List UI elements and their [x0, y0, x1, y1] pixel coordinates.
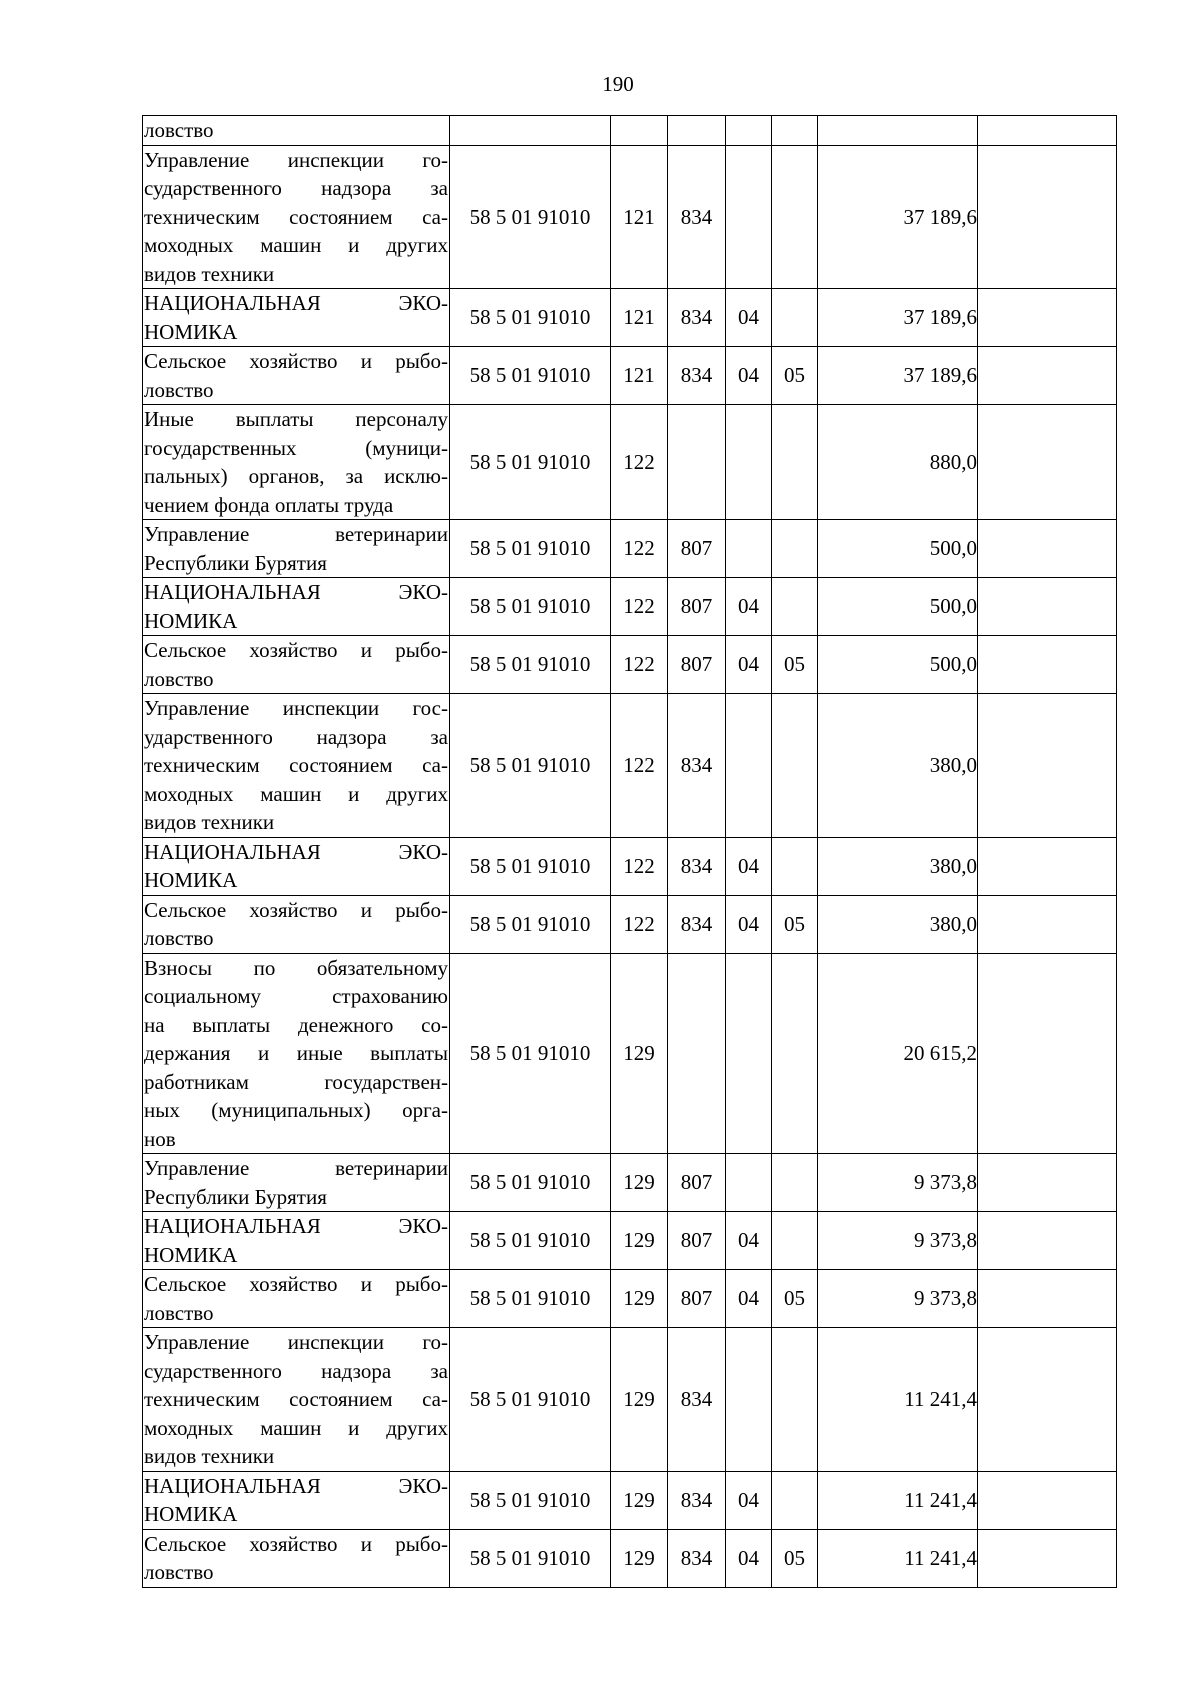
section-code-cell: 04 [726, 636, 772, 694]
expense-type-code-cell: 129 [611, 1471, 668, 1529]
row-name-line: НОМИКА [144, 868, 238, 892]
row-name-line: Республики Бурятия [144, 1184, 327, 1209]
subsection-code-cell [772, 694, 818, 838]
row-name-line: техническим состоянием са- [144, 1387, 448, 1411]
amount-cell: 37 189,6 [818, 145, 978, 289]
section-code-cell [726, 116, 772, 146]
subsection-code-cell: 05 [772, 347, 818, 405]
table-row [143, 145, 1117, 289]
empty-cell [978, 953, 1117, 1154]
amount-cell: 11 241,4 [818, 1328, 978, 1472]
row-name-line: сударственного надзора за [144, 1358, 448, 1383]
row-name-line: НОМИКА [144, 608, 238, 633]
row-name-line: держания и иные выплаты [144, 1041, 448, 1065]
table-row [143, 405, 1117, 520]
target-article-code-cell: 58 5 01 91010 [450, 145, 611, 289]
row-name-cell [143, 837, 450, 895]
amount-cell: 11 241,4 [818, 1471, 978, 1529]
expense-type-code-cell: 122 [611, 837, 668, 895]
row-name-line: НАЦИОНАЛЬНАЯ ЭКО- [144, 580, 448, 604]
subsection-code-cell [772, 1212, 818, 1270]
administrator-code-cell [668, 953, 726, 1154]
empty-cell [978, 636, 1117, 694]
expense-type-code-cell: 122 [611, 520, 668, 578]
empty-cell [978, 1529, 1117, 1587]
administrator-code-cell: 807 [668, 1154, 726, 1212]
row-name-line: НАЦИОНАЛЬНАЯ ЭКО- [144, 839, 448, 864]
row-name-line: Управление ветеринарии [144, 522, 448, 546]
subsection-code-cell [772, 837, 818, 895]
amount-cell: 880,0 [818, 405, 978, 520]
target-article-code-cell: 58 5 01 91010 [450, 347, 611, 405]
section-code-cell: 04 [726, 289, 772, 347]
amount-cell: 380,0 [818, 837, 978, 895]
table-row [143, 837, 1117, 895]
expense-type-code-cell: 122 [611, 694, 668, 838]
amount-cell: 37 189,6 [818, 347, 978, 405]
row-name-line: ных (муниципальных) орга- [144, 1098, 448, 1122]
row-name-cell [143, 116, 450, 146]
empty-cell [978, 347, 1117, 405]
row-name-line: НАЦИОНАЛЬНАЯ ЭКО- [144, 1473, 448, 1498]
target-article-code-cell: 58 5 01 91010 [450, 895, 611, 953]
table-row [143, 1328, 1117, 1472]
row-name-line: моходных машин и других [144, 1415, 448, 1440]
subsection-code-cell [772, 145, 818, 289]
section-code-cell: 04 [726, 1270, 772, 1328]
section-code-cell: 04 [726, 1529, 772, 1587]
empty-cell [978, 837, 1117, 895]
table-body [143, 116, 1117, 1588]
row-name-line: Сельское хозяйство и рыбо- [144, 638, 448, 662]
target-article-code-cell: 58 5 01 91010 [450, 1471, 611, 1529]
row-name-line: ловство [144, 1300, 214, 1325]
row-name-line: НОМИКА [144, 319, 238, 344]
target-article-code-cell: 58 5 01 91010 [450, 1328, 611, 1472]
expense-type-code-cell: 121 [611, 289, 668, 347]
row-name-line: Сельское хозяйство и рыбо- [144, 1272, 448, 1296]
empty-cell [978, 895, 1117, 953]
empty-cell [978, 1154, 1117, 1212]
section-code-cell: 04 [726, 347, 772, 405]
empty-cell [978, 405, 1117, 520]
table-row [143, 636, 1117, 694]
expense-type-code-cell: 122 [611, 895, 668, 953]
page-number: 190 [602, 72, 634, 96]
empty-cell [978, 116, 1117, 146]
subsection-code-cell [772, 1154, 818, 1212]
target-article-code-cell: 58 5 01 91010 [450, 694, 611, 838]
row-name-cell [143, 1529, 450, 1587]
administrator-code-cell: 807 [668, 578, 726, 636]
empty-cell [978, 578, 1117, 636]
empty-cell [978, 145, 1117, 289]
section-code-cell [726, 953, 772, 1154]
row-name-cell [143, 405, 450, 520]
amount-cell [818, 116, 978, 146]
section-code-cell: 04 [726, 1471, 772, 1529]
target-article-code-cell: 58 5 01 91010 [450, 636, 611, 694]
row-name-line: НАЦИОНАЛЬНАЯ ЭКО- [144, 291, 448, 315]
empty-cell [978, 1212, 1117, 1270]
target-article-code-cell: 58 5 01 91010 [450, 837, 611, 895]
row-name-cell [143, 1328, 450, 1472]
row-name-cell [143, 1154, 450, 1212]
row-name-cell [143, 1212, 450, 1270]
row-name-line: Взносы по обязательному [144, 955, 448, 980]
subsection-code-cell [772, 953, 818, 1154]
row-name-line: работникам государствен- [144, 1069, 448, 1094]
expense-type-code-cell: 122 [611, 578, 668, 636]
subsection-code-cell [772, 1471, 818, 1529]
subsection-code-cell [772, 116, 818, 146]
target-article-code-cell: 58 5 01 91010 [450, 1154, 611, 1212]
target-article-code-cell: 58 5 01 91010 [450, 953, 611, 1154]
row-name-line: Управление инспекции го- [144, 147, 448, 172]
table-row [143, 1471, 1117, 1529]
amount-cell: 9 373,8 [818, 1212, 978, 1270]
empty-cell [978, 1270, 1117, 1328]
section-code-cell: 04 [726, 895, 772, 953]
row-name-line: пальных) органов, за исклю- [144, 464, 448, 488]
amount-cell: 500,0 [818, 636, 978, 694]
target-article-code-cell: 58 5 01 91010 [450, 1212, 611, 1270]
empty-cell [978, 289, 1117, 347]
expense-type-code-cell: 122 [611, 405, 668, 520]
subsection-code-cell [772, 1328, 818, 1472]
row-name-cell [143, 953, 450, 1154]
row-name-line: Республики Бурятия [144, 550, 327, 575]
expense-type-code-cell: 129 [611, 1212, 668, 1270]
expense-type-code-cell: 121 [611, 145, 668, 289]
row-name-cell [143, 145, 450, 289]
table-row [143, 289, 1117, 347]
expense-type-code-cell: 129 [611, 953, 668, 1154]
expense-type-code-cell [611, 116, 668, 146]
row-name-cell [143, 578, 450, 636]
row-name-line: государственных (муници- [144, 435, 448, 460]
section-code-cell [726, 1154, 772, 1212]
section-code-cell [726, 694, 772, 838]
expense-type-code-cell: 122 [611, 636, 668, 694]
table-row [143, 1270, 1117, 1328]
administrator-code-cell: 834 [668, 145, 726, 289]
amount-cell: 500,0 [818, 520, 978, 578]
row-name-line: видов техники [144, 261, 275, 286]
expense-type-code-cell: 121 [611, 347, 668, 405]
row-name-line: на выплаты денежного со- [144, 1012, 448, 1037]
administrator-code-cell: 834 [668, 837, 726, 895]
row-name-cell [143, 1270, 450, 1328]
row-name-line: ударственного надзора за [144, 724, 448, 749]
subsection-code-cell: 05 [772, 1270, 818, 1328]
table-row [143, 347, 1117, 405]
row-name-cell [143, 520, 450, 578]
target-article-code-cell: 58 5 01 91010 [450, 1270, 611, 1328]
section-code-cell [726, 520, 772, 578]
row-name-line: НАЦИОНАЛЬНАЯ ЭКО- [144, 1214, 448, 1238]
target-article-code-cell: 58 5 01 91010 [450, 289, 611, 347]
administrator-code-cell [668, 405, 726, 520]
row-name-line: Сельское хозяйство и рыбо- [144, 897, 448, 922]
table-row [143, 116, 1117, 146]
subsection-code-cell [772, 289, 818, 347]
section-code-cell: 04 [726, 1212, 772, 1270]
administrator-code-cell: 807 [668, 1212, 726, 1270]
target-article-code-cell: 58 5 01 91010 [450, 578, 611, 636]
row-name-line: нов [144, 1126, 176, 1151]
table-row [143, 895, 1117, 953]
row-name-line: социальному страхованию [144, 984, 448, 1008]
row-name-line: Управление инспекции гос- [144, 696, 448, 720]
row-name-cell [143, 636, 450, 694]
row-name-line: техническим состоянием са- [144, 204, 448, 229]
amount-cell: 20 615,2 [818, 953, 978, 1154]
section-code-cell [726, 405, 772, 520]
row-name-line: ловство [144, 666, 214, 691]
amount-cell: 380,0 [818, 694, 978, 838]
administrator-code-cell: 807 [668, 520, 726, 578]
row-name-line: сударственного надзора за [144, 176, 448, 200]
row-name-line: видов техники [144, 810, 275, 834]
administrator-code-cell: 834 [668, 1471, 726, 1529]
target-article-code-cell: 58 5 01 91010 [450, 520, 611, 578]
row-name-line: чением фонда оплаты труда [144, 492, 394, 517]
row-name-line: Иные выплаты персоналу [144, 407, 448, 431]
row-name-line: Сельское хозяйство и рыбо- [144, 349, 448, 373]
table-row [143, 953, 1117, 1154]
expense-type-code-cell: 129 [611, 1270, 668, 1328]
administrator-code-cell: 834 [668, 347, 726, 405]
expense-type-code-cell: 129 [611, 1154, 668, 1212]
amount-cell: 37 189,6 [818, 289, 978, 347]
administrator-code-cell: 834 [668, 694, 726, 838]
amount-cell: 9 373,8 [818, 1154, 978, 1212]
empty-cell [978, 520, 1117, 578]
table-row [143, 694, 1117, 838]
section-code-cell [726, 145, 772, 289]
target-article-code-cell: 58 5 01 91010 [450, 1529, 611, 1587]
administrator-code-cell: 834 [668, 1328, 726, 1472]
amount-cell: 11 241,4 [818, 1529, 978, 1587]
table-row [143, 1154, 1117, 1212]
subsection-code-cell: 05 [772, 1529, 818, 1587]
table-row [143, 1529, 1117, 1587]
section-code-cell: 04 [726, 837, 772, 895]
row-name-line: Управление инспекции го- [144, 1330, 448, 1354]
target-article-code-cell: 58 5 01 91010 [450, 405, 611, 520]
subsection-code-cell: 05 [772, 636, 818, 694]
amount-cell: 500,0 [818, 578, 978, 636]
row-name-line: техническим состоянием са- [144, 753, 448, 777]
administrator-code-cell: 834 [668, 895, 726, 953]
row-name-cell [143, 694, 450, 838]
row-name-cell [143, 289, 450, 347]
expense-type-code-cell: 129 [611, 1529, 668, 1587]
row-name-cell [143, 895, 450, 953]
row-name-line: Управление ветеринарии [144, 1156, 448, 1180]
amount-cell: 9 373,8 [818, 1270, 978, 1328]
subsection-code-cell [772, 578, 818, 636]
row-name-cell [143, 347, 450, 405]
table-row [143, 1212, 1117, 1270]
table-row [143, 578, 1117, 636]
row-name-line: ловство [144, 926, 214, 950]
administrator-code-cell: 807 [668, 1270, 726, 1328]
empty-cell [978, 1328, 1117, 1472]
row-name-line: ловство [144, 118, 214, 142]
amount-cell: 380,0 [818, 895, 978, 953]
administrator-code-cell: 834 [668, 289, 726, 347]
row-name-line: НОМИКА [144, 1242, 238, 1267]
expense-type-code-cell: 129 [611, 1328, 668, 1472]
row-name-cell [143, 1471, 450, 1529]
row-name-line: ловство [144, 1560, 214, 1584]
target-article-code-cell [450, 116, 611, 146]
row-name-line: ловство [144, 377, 214, 402]
budget-table [142, 115, 1117, 1588]
row-name-line: моходных машин и других [144, 781, 448, 806]
administrator-code-cell [668, 116, 726, 146]
section-code-cell: 04 [726, 578, 772, 636]
empty-cell [978, 1471, 1117, 1529]
table-row [143, 520, 1117, 578]
empty-cell [978, 694, 1117, 838]
row-name-line: видов техники [144, 1444, 275, 1468]
row-name-line: Сельское хозяйство и рыбо- [144, 1531, 448, 1556]
row-name-line: моходных машин и других [144, 233, 448, 257]
subsection-code-cell: 05 [772, 895, 818, 953]
row-name-line: НОМИКА [144, 1502, 238, 1526]
subsection-code-cell [772, 520, 818, 578]
administrator-code-cell: 834 [668, 1529, 726, 1587]
subsection-code-cell [772, 405, 818, 520]
administrator-code-cell: 807 [668, 636, 726, 694]
section-code-cell [726, 1328, 772, 1472]
